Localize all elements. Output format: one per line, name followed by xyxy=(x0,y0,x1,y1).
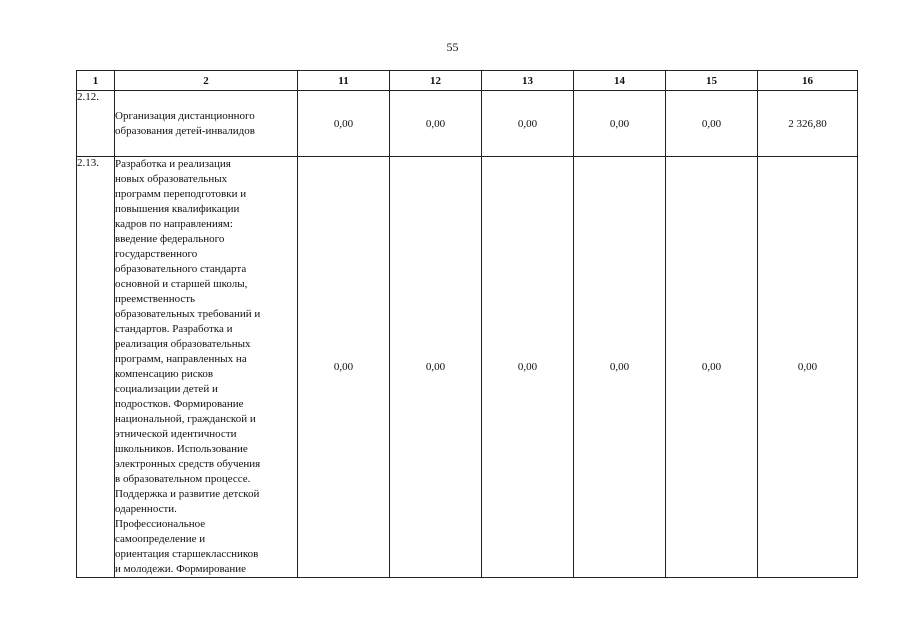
header-cell-14: 14 xyxy=(574,71,666,91)
value-cell: 0,00 xyxy=(482,91,574,157)
header-cell-1: 1 xyxy=(77,71,115,91)
table-header xyxy=(77,71,858,91)
value-cell: 0,00 xyxy=(666,157,758,578)
header-cell-13: 13 xyxy=(482,71,574,91)
row-name-text: Организация дистанционного образования детей-инвалидов xyxy=(115,109,255,137)
header-cell-12: 12 xyxy=(390,71,482,91)
header-cell-15: 15 xyxy=(666,71,758,91)
value-cell: 0,00 xyxy=(574,91,666,157)
page-number: 55 xyxy=(446,40,459,54)
value-cell: 0,00 xyxy=(298,157,390,578)
value-cell: 0,00 xyxy=(298,91,390,157)
row-number: 2.12. xyxy=(77,91,115,157)
value-cell: 2 326,80 xyxy=(758,91,858,157)
header-cell-2: 2 xyxy=(115,71,298,91)
row-name xyxy=(115,91,298,157)
value-cell: 0,00 xyxy=(758,157,858,578)
header-cell-16: 16 xyxy=(758,71,858,91)
value-cell: 0,00 xyxy=(390,91,482,157)
budget-table xyxy=(76,70,858,578)
value-cell: 0,00 xyxy=(482,157,574,578)
header-row xyxy=(77,71,858,91)
table-row xyxy=(77,157,858,578)
row-number: 2.13. xyxy=(77,157,115,578)
row-name-text: Разработка и реализация новых образовательных программ переподготовки и повышения квалификации кадров по направлениям: введение федерального государственного образовательного стандарта основной и старшей школы, преемственность образовательных требований и стандартов. Разработка и реализация образовательных программ, направленных на компенсацию рисков социализации детей и подростков. Формирование национальной, гражданской и этнической идентичности школьников. Использование электронных средств обучения в образовательном процессе. Поддержка и развитие детской одаренности. Профессиональное самоопределение и ориентация старшеклассников и молодежи. Формирование xyxy=(115,158,261,575)
table-row xyxy=(77,91,858,157)
value-cell: 0,00 xyxy=(666,91,758,157)
value-cell: 0,00 xyxy=(574,157,666,578)
row-name xyxy=(115,157,298,578)
value-cell: 0,00 xyxy=(390,157,482,578)
table-body xyxy=(77,91,858,578)
header-cell-11: 11 xyxy=(298,71,390,91)
